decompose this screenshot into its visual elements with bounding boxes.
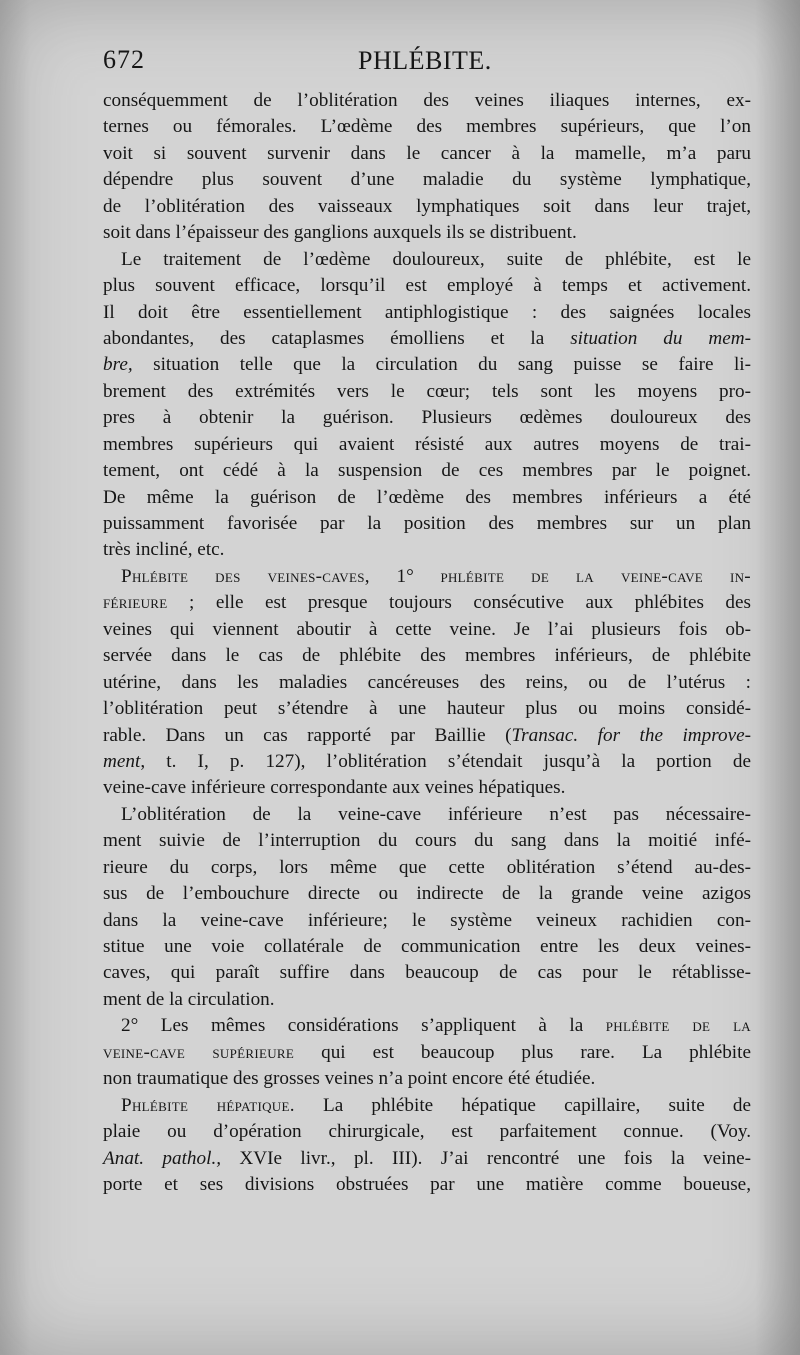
text-line: L’oblitération de la veine-cave inférieure n’est pas nécessaire- <box>121 803 751 825</box>
text-line: pres à obtenir la guérison. Plusieurs œdèmes douloureux des <box>103 407 751 429</box>
italic-text: situation du mem- <box>570 327 751 349</box>
text-line <box>103 1093 751 1119</box>
text-line <box>103 749 751 775</box>
text-line <box>103 1013 751 1039</box>
text-line: membres supérieurs qui avaient résisté aux autres moyens de trai- <box>103 433 751 455</box>
text-line: l’oblitération peut s’étendre à une hauteur plus ou moins considé- <box>103 698 751 720</box>
subsection-heading: phlébite de la veine-cave in- <box>440 565 751 587</box>
text-line: très incliné, etc. <box>103 539 225 561</box>
text-line: dans la veine-cave inférieure; le système veineux rachidien con- <box>103 909 751 931</box>
text-line: veines qui viennent aboutir à cette veine. Je l’ai plusieurs fois ob- <box>103 618 751 640</box>
text-line: dépendre plus souvent d’une maladie du système lymphatique, <box>103 169 751 191</box>
text-line <box>103 564 751 590</box>
subsection-heading: férieure <box>103 592 168 614</box>
text-line: plus souvent efficace, lorsqu’il est employé à temps et activement. <box>103 275 751 297</box>
text-span: 1° <box>369 565 441 587</box>
text-line: rieure du corps, lors même que cette oblitération s’étend au-des- <box>103 856 751 878</box>
text-line: puissamment favorisée par la position des membres sur un plan <box>103 513 751 534</box>
text-line: servée dans le cas de phlébite des membres inférieurs, de phlébite <box>103 645 751 667</box>
page-number: 672 <box>103 45 145 74</box>
italic-text: ment <box>103 750 141 772</box>
running-title: PHLÉBITE. <box>358 46 492 75</box>
text-span: ; elle est presque toujours consécutive aux phlébites des <box>167 592 751 614</box>
text-line <box>103 1040 751 1066</box>
italic-text: Anat. pathol., <box>103 1147 222 1169</box>
text-line: tement, ont cédé à la suspension de ces membres par le poignet. <box>103 460 751 482</box>
text-line: voit si souvent survenir dans le cancer à la mamelle, m’a paru <box>103 142 751 164</box>
text-line: soit dans l’épaisseur des ganglions auxquels ils se distribuent. <box>103 222 577 244</box>
subsection-heading: phlébite de la <box>605 1015 751 1037</box>
text-span: situation telle que la circulation du sang puisse se faire li- <box>132 354 751 376</box>
text-line: sus de l’embouchure directe ou indirecte de la grande veine azigos <box>103 883 751 905</box>
text-span: 2° Les mêmes considérations s’appliquent à la <box>121 1015 606 1037</box>
italic-text: Transac. for the improve- <box>511 724 751 746</box>
text-line: plaie ou d’opération chirurgicale, est parfaitement connue. (Voy. <box>103 1121 751 1143</box>
text-line: ternes ou fémorales. L’œdème des membres supérieurs, que l’on <box>103 116 751 138</box>
text-line: ment suivie de l’interruption du cours du sang dans la moitié infé- <box>103 830 751 852</box>
section-heading: Phlébite des veines-caves, <box>121 565 370 587</box>
page-edge-shadow-right <box>755 0 800 1355</box>
text-span: XVIe livr., pl. III). J’ai rencontré une fois la veine- <box>221 1147 752 1169</box>
text-line: Il doit être essentiellement antiphlogistique : des saignées locales <box>103 301 751 323</box>
section-heading: Phlébite hépatique. <box>121 1094 295 1116</box>
italic-text: bre, <box>103 354 133 376</box>
text-span: abondantes, des cataplasmes émolliens et la <box>103 327 545 349</box>
text-line: stitue une voie collatérale de communication entre les deux veines- <box>103 936 751 957</box>
text-line <box>103 326 751 352</box>
text-line: ment de la circulation. <box>103 988 275 1010</box>
text-line: non traumatique des grosses veines n’a point encore été étudiée. <box>103 1068 596 1090</box>
page-header <box>103 45 753 79</box>
text-line: Le traitement de l’œdème douloureux, suite de phlébite, est le <box>121 248 751 270</box>
text-line: De même la guérison de l’œdème des membres inférieurs a été <box>103 486 751 508</box>
subsection-heading: veine-cave supérieure <box>103 1041 295 1063</box>
text-span: La phlébite hépatique capillaire, suite de <box>294 1094 751 1116</box>
text-line <box>103 1146 751 1172</box>
text-line: conséquemment de l’oblitération des veines iliaques internes, ex- <box>103 90 751 111</box>
text-span: qui est beaucoup plus rare. La phlébite <box>294 1041 751 1063</box>
body-text <box>103 88 751 1198</box>
text-span: rable. Dans un cas rapporté par Baillie ( <box>103 724 512 746</box>
text-line: de l’oblitération des vaisseaux lymphatiques soit dans leur trajet, <box>103 195 751 217</box>
text-line: utérine, dans les maladies cancéreuses des reins, ou de l’utérus : <box>103 671 751 693</box>
text-line: brement des extrémités vers le cœur; tels sont les moyens pro- <box>103 380 751 402</box>
text-line <box>103 590 751 616</box>
text-line <box>103 352 751 378</box>
text-line <box>103 723 751 749</box>
page-edge-shadow-left <box>0 0 30 1355</box>
text-span: , t. I, p. 127), l’oblitération s’étendait jusqu’à la portion de <box>140 750 751 772</box>
text-line: caves, qui paraît suffire dans beaucoup de cas pour le rétablisse- <box>103 962 751 984</box>
text-line: veine-cave inférieure correspondante aux veines hépatiques. <box>103 777 566 799</box>
text-line: porte et ses divisions obstruées par une matière comme boueuse, <box>103 1173 751 1195</box>
